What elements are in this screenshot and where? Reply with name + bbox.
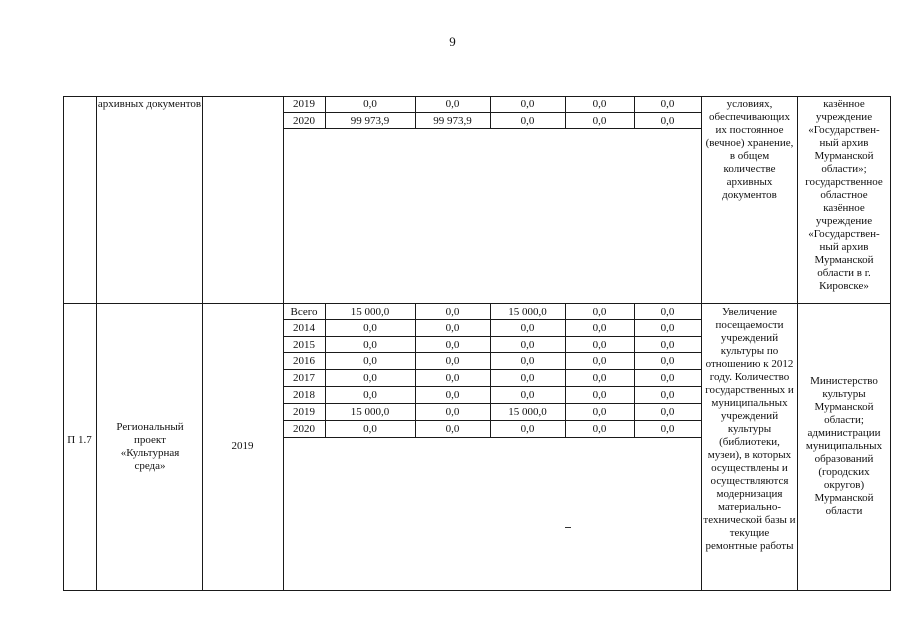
table-cell: 0,0: [363, 389, 377, 401]
col-border: [96, 96, 97, 591]
table-bottom-border: [63, 590, 891, 591]
row2-executor: Министерство культуры Мурманской области; администрации муниципальных образований (городских округов) Мурманской области: [805, 375, 883, 517]
table-cell: 0,0: [445, 322, 460, 334]
year-row-line: [283, 352, 701, 353]
table-cell: 0,0: [592, 423, 607, 435]
col-border: [701, 96, 702, 591]
year-label: 2019: [293, 406, 315, 418]
table-cell: 0,0: [520, 372, 535, 384]
table-cell: 0,0: [660, 339, 675, 351]
table-top-border: [63, 96, 891, 97]
table-cell: 0,0: [660, 115, 675, 127]
table-cell: 0,0: [445, 423, 460, 435]
col-border: [63, 96, 64, 591]
year-row-line: [283, 420, 701, 421]
row2-name: Региональный проект «Культурная среда»: [116, 421, 184, 472]
table-cell: 0,0: [660, 306, 675, 318]
table-cell: 0,0: [592, 372, 607, 384]
table-cell: 15 000,0: [350, 406, 390, 418]
year-label: 2017: [293, 372, 315, 384]
table-cell: 99 973,9: [433, 115, 472, 127]
table-cell: 0,0: [363, 423, 377, 435]
year-label: 2018: [293, 389, 315, 401]
table-cell: 0,0: [445, 98, 460, 110]
table-cell: 0,0: [520, 322, 535, 334]
year-row-line: [283, 128, 701, 129]
page-number: 9: [449, 34, 456, 49]
table-cell: 0,0: [520, 355, 535, 367]
table-cell: 0,0: [520, 98, 535, 110]
table-cell: 0,0: [592, 406, 607, 418]
table-cell: 0,0: [520, 389, 535, 401]
table-cell: 0,0: [592, 322, 607, 334]
row2-term: 2019: [231, 440, 254, 452]
table-cell: 0,0: [592, 355, 607, 367]
year-row-line: [283, 369, 701, 370]
table-cell: 15 000,0: [508, 406, 547, 418]
year-label: 2019: [293, 98, 315, 110]
row2-code: П 1.7: [67, 434, 92, 446]
year-row-line: [283, 386, 701, 387]
table-cell: 0,0: [520, 423, 535, 435]
table-cell: 0,0: [592, 115, 607, 127]
table-cell: 0,0: [445, 389, 460, 401]
year-label: 2014: [293, 322, 315, 334]
table-cell: 0,0: [363, 355, 377, 367]
year-label: 2020: [293, 115, 315, 127]
year-row-line: [283, 112, 701, 113]
table-cell: 0,0: [445, 355, 460, 367]
row-divider: [63, 303, 891, 304]
col-border: [890, 96, 891, 591]
table-cell: 0,0: [520, 115, 535, 127]
year-row-line: [283, 437, 701, 438]
table-cell: 0,0: [520, 339, 535, 351]
table-cell: 0,0: [592, 339, 607, 351]
row1-indicator: условиях, обеспечивающих их постоянное (вечное) хранение, в общем количестве архивных документов: [705, 98, 794, 201]
table-cell: 15 000,0: [350, 306, 390, 318]
table-cell: 0,0: [660, 372, 675, 384]
row1-executor: казённое учреждение «Государствен-ный архив Мурманской области»; государственное областное казённое учреждение «Государствен-ный архив Мурманской области в г. Кировске»: [805, 98, 883, 292]
year-row-line: [283, 336, 701, 337]
table-cell: 99 973,9: [350, 115, 390, 127]
year-row-line: [283, 403, 701, 404]
table-cell: 0,0: [445, 306, 460, 318]
table-cell: 0,0: [363, 98, 377, 110]
table-cell: 0,0: [660, 355, 675, 367]
table-cell: 0,0: [363, 339, 377, 351]
table-cell: 0,0: [660, 322, 675, 334]
table-cell: 0,0: [592, 389, 607, 401]
table-cell: 0,0: [592, 306, 607, 318]
year-label: 2015: [293, 339, 315, 351]
table-cell: 15 000,0: [508, 306, 547, 318]
col-border: [797, 96, 798, 591]
row1-name: архивных документов: [97, 98, 202, 110]
table-cell: 0,0: [660, 423, 675, 435]
dash-mark: [565, 527, 571, 528]
table-cell: 0,0: [660, 406, 675, 418]
table-cell: 0,0: [445, 372, 460, 384]
row2-indicator: Увеличение посещаемости учреждений культуры по отношению к 2012 году. Количество государственных и муниципальных учреждений культуры (библиотеки, музеи), в которых осуществлены и осуществляются модернизация материально-технической базы и текущие ремонтные работы: [703, 306, 796, 552]
table-cell: 0,0: [445, 406, 460, 418]
year-label: Всего: [290, 306, 318, 318]
col-border: [202, 96, 203, 591]
table-cell: 0,0: [660, 389, 675, 401]
year-row-line: [283, 319, 701, 320]
table-cell: 0,0: [363, 372, 377, 384]
table-cell: 0,0: [660, 98, 675, 110]
table-cell: 0,0: [363, 322, 377, 334]
table-cell: 0,0: [445, 339, 460, 351]
year-label: 2020: [293, 423, 315, 435]
table-cell: 0,0: [592, 98, 607, 110]
year-label: 2016: [293, 355, 315, 367]
